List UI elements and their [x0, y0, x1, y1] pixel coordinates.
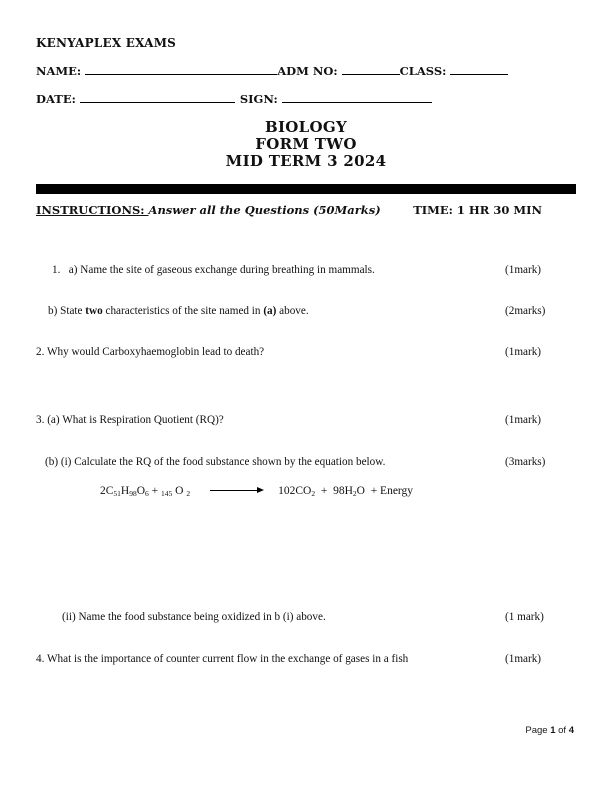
class-blank-line	[450, 64, 508, 75]
equation-subscript: 6	[145, 489, 149, 498]
exam-board-name: KENYAPLEX EXAMS	[36, 36, 177, 50]
question-3bi-marks: (3marks)	[505, 456, 546, 468]
question-3a-row	[36, 414, 576, 427]
equation-term: O	[172, 485, 187, 497]
total-page-number: 4	[568, 725, 574, 736]
question-3bii-text: (ii) Name the food substance being oxidized in b (i) above.	[62, 611, 326, 623]
form-title: FORM TWO	[255, 135, 357, 153]
adm-no-blank-line	[342, 64, 400, 75]
current-page-number: 1	[550, 725, 556, 736]
name-blank-line	[85, 64, 277, 75]
name-label: NAME:	[36, 64, 86, 78]
page-word: Page	[525, 725, 551, 736]
instructions-row	[36, 203, 576, 217]
sign-blank-line	[282, 92, 432, 103]
date-label: DATE:	[36, 92, 80, 106]
equation-plus: +	[148, 485, 162, 497]
question-1b-bold-two: two	[85, 305, 103, 317]
question-2-text: 2. Why would Carboxyhaemoglobin lead to death?	[36, 346, 265, 358]
question-4-marks: (1mark)	[505, 653, 542, 665]
question-1b-marks: (2marks)	[505, 305, 546, 317]
instructions-body: Answer all the Questions (50Marks)	[148, 203, 381, 217]
question-3bi-row	[36, 456, 576, 469]
divider-bar	[36, 184, 576, 194]
sign-label: SIGN:	[239, 92, 282, 106]
date-blank-line	[80, 92, 235, 103]
exam-title-block	[36, 119, 576, 170]
subject-title: BIOLOGY	[265, 118, 347, 136]
question-2-marks: (1mark)	[505, 346, 542, 358]
question-4-row	[36, 653, 576, 666]
equation-subscript: 145	[161, 489, 173, 498]
question-3bii-row	[36, 611, 576, 624]
question-1b-part3: above.	[276, 305, 309, 317]
equation-subscript: 2	[352, 489, 357, 498]
equation-term: H	[120, 485, 130, 497]
question-3bi-text: (b) (i) Calculate the RQ of the food substance shown by the equation below.	[45, 456, 386, 468]
question-1a-text: 1. a) Name the site of gaseous exchange during breathing in mammals.	[52, 264, 375, 276]
equation-subscript: 2	[311, 489, 316, 498]
equation-term: O + Energy	[356, 485, 414, 497]
equation-subscript: 2	[186, 489, 191, 498]
chemical-equation	[100, 485, 576, 497]
question-1b-part2: characteristics of the site named in	[102, 305, 264, 317]
question-1b-bold-a: (a)	[263, 305, 277, 317]
question-4-text: 4. What is the importance of counter current flow in the exchange of gases in a fish	[36, 653, 409, 665]
right-arrow-icon	[210, 490, 262, 491]
question-1a-row	[36, 264, 576, 277]
question-2-row	[36, 346, 576, 359]
question-1b-text	[48, 305, 309, 318]
question-3bii-marks: (1 mark)	[505, 611, 544, 623]
class-label: CLASS:	[399, 64, 451, 78]
question-1b-row	[36, 305, 576, 318]
name-adm-class-row	[36, 64, 576, 78]
equation-term: O	[136, 485, 146, 497]
adm-no-label: ADM NO:	[277, 64, 342, 78]
question-3a-text: 3. (a) What is Respiration Quotient (RQ)?	[36, 414, 224, 426]
question-1a-marks: (1mark)	[505, 264, 542, 276]
question-3a-marks: (1mark)	[505, 414, 542, 426]
equation-term: 2C	[100, 485, 114, 497]
date-sign-row	[36, 92, 576, 106]
time-allowed: TIME: 1 HR 30 MIN	[413, 203, 542, 217]
page-number-footer	[36, 725, 576, 736]
equation-term: + 98H	[315, 485, 353, 497]
instructions-text-group	[36, 203, 381, 217]
term-title: MID TERM 3 2024	[225, 152, 387, 170]
equation-subscript: 98	[129, 489, 137, 498]
equation-subscript: 51	[113, 489, 121, 498]
of-word: of	[555, 725, 569, 736]
instructions-label: INSTRUCTIONS:	[36, 203, 149, 217]
question-1b-part1: b) State	[48, 305, 86, 317]
equation-term: 102CO	[278, 485, 312, 497]
